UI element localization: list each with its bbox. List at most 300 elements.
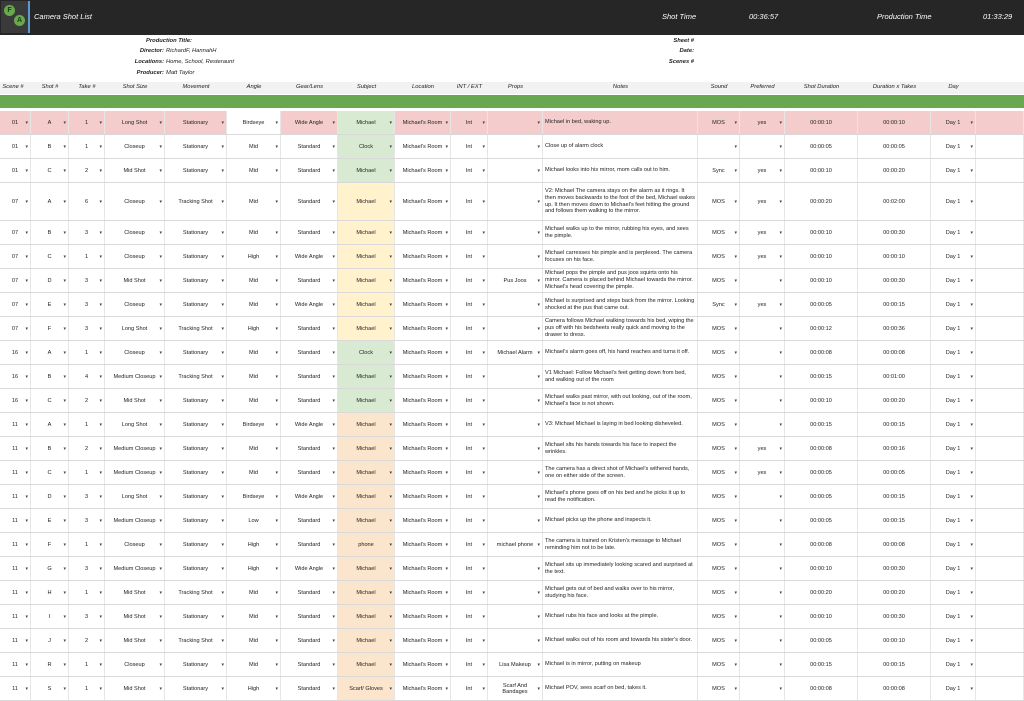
cell-day[interactable]: Day 1 ▾ <box>931 341 976 364</box>
cell-props[interactable] <box>488 111 543 134</box>
cell-gear[interactable]: Wide Angle ▾ <box>281 413 338 436</box>
cell-notes[interactable]: Michael carresses his pimple and is perplexed. The camera focuses on his face. <box>543 245 698 268</box>
cell-dxt[interactable]: 00:00:10 <box>858 629 931 652</box>
cell-sound[interactable]: MOS ▾ <box>698 653 740 676</box>
cell-movement[interactable]: Stationary ▾ <box>165 341 227 364</box>
cell-intext[interactable]: Int ▾ <box>451 317 488 340</box>
cell-size[interactable]: Long Shot ▾ <box>105 485 165 508</box>
cell-day[interactable]: Day 1 ▾ <box>931 317 976 340</box>
cell-shot-duration[interactable]: 00:00:08 <box>785 533 858 556</box>
cell-shot[interactable]: H ▾ <box>31 581 69 604</box>
cell-preferred[interactable] <box>740 533 785 556</box>
cell-gear[interactable]: Standard ▾ <box>281 135 338 158</box>
cell-sound[interactable]: MOS ▾ <box>698 111 740 134</box>
cell-subject[interactable]: Michael ▾ <box>338 269 395 292</box>
cell-subject[interactable]: Michael ▾ <box>338 653 395 676</box>
cell-size[interactable]: Closeup ▾ <box>105 653 165 676</box>
cell-sound[interactable]: MOS ▾ <box>698 677 740 700</box>
cell-intext[interactable]: Int ▾ <box>451 159 488 182</box>
cell-subject[interactable]: Clock ▾ <box>338 135 395 158</box>
cell-take[interactable]: 1 ▾ <box>69 413 105 436</box>
cell-intext[interactable]: Int ▾ <box>451 653 488 676</box>
cell-gear[interactable]: Standard ▾ <box>281 653 338 676</box>
cell-gear[interactable]: Standard ▾ <box>281 605 338 628</box>
cell-notes[interactable]: V1 Michael: Follow Michael's feet getting down from bed, and walking out of the room <box>543 365 698 388</box>
cell-notes[interactable]: The camera has a direct shot of Michael's withered hands, one on either side of the screen. <box>543 461 698 484</box>
cell-angle[interactable]: Mid ▾ <box>227 269 281 292</box>
cell-day[interactable]: Day 1 ▾ <box>931 111 976 134</box>
cell-subject[interactable]: Michael ▾ <box>338 509 395 532</box>
cell-shot-duration[interactable]: 00:00:08 <box>785 677 858 700</box>
col-notes[interactable]: Notes <box>612 84 629 90</box>
cell-shot[interactable]: C ▾ <box>31 245 69 268</box>
cell-day[interactable]: Day 1 ▾ <box>931 605 976 628</box>
cell-shot-duration[interactable]: 00:00:10 <box>785 269 858 292</box>
cell-notes[interactable]: Michael walks up to the mirror, rubbing his eyes, and sees the pimple. <box>543 221 698 244</box>
cell-shot[interactable]: B ▾ <box>31 365 69 388</box>
cell-angle[interactable]: High ▾ <box>227 557 281 580</box>
cell-shot[interactable]: D ▾ <box>31 269 69 292</box>
cell-day[interactable]: Day 1 ▾ <box>931 183 976 220</box>
cell-dxt[interactable]: 00:00:15 <box>858 653 931 676</box>
cell-props[interactable]: Scarf And Bandages ▾ <box>488 677 543 700</box>
cell-gear[interactable]: Standard ▾ <box>281 341 338 364</box>
cell-notes[interactable]: Michael's phone goes off on his bed and he picks it up to read the notification. <box>543 485 698 508</box>
cell-day[interactable]: Day 1 ▾ <box>931 509 976 532</box>
cell-angle[interactable]: Mid ▾ <box>227 221 281 244</box>
cell-scene[interactable]: 11 ▾ <box>0 677 31 700</box>
cell-props[interactable] <box>488 485 543 508</box>
cell-gear[interactable]: Standard ▾ <box>281 317 338 340</box>
cell-scene[interactable]: 01 ▾ <box>0 159 31 182</box>
cell-day[interactable]: Day 1 ▾ <box>931 135 976 158</box>
cell-shot[interactable]: A ▾ <box>31 341 69 364</box>
col-props[interactable]: Props <box>507 84 524 90</box>
cell-angle[interactable]: Mid ▾ <box>227 605 281 628</box>
cell-movement[interactable]: Stationary ▾ <box>165 509 227 532</box>
cell-shot-duration[interactable]: 00:00:05 <box>785 629 858 652</box>
cell-subject[interactable]: Michael ▾ <box>338 111 395 134</box>
cell-location[interactable]: Michael's Room ▾ <box>395 533 451 556</box>
cell-notes[interactable]: Michael in bed, waking up. <box>543 111 698 134</box>
cell-take[interactable]: 3 ▾ <box>69 557 105 580</box>
cell-shot[interactable]: C ▾ <box>31 389 69 412</box>
cell-shot[interactable]: C ▾ <box>31 461 69 484</box>
cell-shot-duration[interactable]: 00:00:05 <box>785 461 858 484</box>
cell-shot-duration[interactable]: 00:00:10 <box>785 111 858 134</box>
cell-sound[interactable] <box>698 135 740 158</box>
cell-notes[interactable]: Michael picks up the phone and inspects it. <box>543 509 698 532</box>
cell-subject[interactable]: Michael ▾ <box>338 221 395 244</box>
cell-angle[interactable]: Mid ▾ <box>227 159 281 182</box>
cell-angle[interactable]: Mid ▾ <box>227 341 281 364</box>
cell-subject[interactable]: Michael ▾ <box>338 245 395 268</box>
cell-angle[interactable]: High ▾ <box>227 533 281 556</box>
cell-dxt[interactable]: 00:00:08 <box>858 341 931 364</box>
cell-scene[interactable]: 11 ▾ <box>0 533 31 556</box>
cell-take[interactable]: 2 ▾ <box>69 629 105 652</box>
cell-dxt[interactable]: 00:00:10 <box>858 111 931 134</box>
cell-scene[interactable]: 16 ▾ <box>0 341 31 364</box>
cell-location[interactable]: Michael's Room ▾ <box>395 159 451 182</box>
cell-scene[interactable]: 16 ▾ <box>0 389 31 412</box>
cell-sound[interactable]: MOS ▾ <box>698 183 740 220</box>
cell-shot[interactable]: A ▾ <box>31 413 69 436</box>
cell-take[interactable]: 4 ▾ <box>69 365 105 388</box>
cell-preferred[interactable] <box>740 413 785 436</box>
cell-sound[interactable]: MOS ▾ <box>698 317 740 340</box>
cell-shot-duration[interactable]: 00:00:05 <box>785 135 858 158</box>
cell-preferred[interactable]: yes ▾ <box>740 111 785 134</box>
cell-gear[interactable]: Standard ▾ <box>281 365 338 388</box>
cell-angle[interactable]: Mid ▾ <box>227 293 281 316</box>
cell-movement[interactable]: Tracking Shot ▾ <box>165 365 227 388</box>
cell-day[interactable]: Day 1 ▾ <box>931 159 976 182</box>
cell-preferred[interactable] <box>740 653 785 676</box>
cell-intext[interactable]: Int ▾ <box>451 293 488 316</box>
cell-sound[interactable]: Sync ▾ <box>698 293 740 316</box>
cell-angle[interactable]: High ▾ <box>227 317 281 340</box>
cell-preferred[interactable] <box>740 317 785 340</box>
cell-take[interactable]: 3 ▾ <box>69 269 105 292</box>
cell-dxt[interactable]: 00:00:30 <box>858 269 931 292</box>
cell-preferred[interactable] <box>740 677 785 700</box>
cell-sound[interactable]: MOS ▾ <box>698 557 740 580</box>
cell-angle[interactable]: Birdseye ▾ <box>227 111 281 134</box>
cell-day[interactable]: Day 1 ▾ <box>931 653 976 676</box>
cell-dxt[interactable]: 00:00:15 <box>858 413 931 436</box>
cell-shot-duration[interactable]: 00:00:08 <box>785 341 858 364</box>
cell-movement[interactable]: Stationary ▾ <box>165 389 227 412</box>
cell-subject[interactable]: phone ▾ <box>338 533 395 556</box>
cell-subject[interactable]: Michael ▾ <box>338 293 395 316</box>
cell-subject[interactable]: Michael ▾ <box>338 485 395 508</box>
cell-shot-duration[interactable]: 00:00:10 <box>785 557 858 580</box>
cell-props[interactable] <box>488 509 543 532</box>
cell-location[interactable]: Michael's Room ▾ <box>395 135 451 158</box>
cell-props[interactable] <box>488 221 543 244</box>
cell-day[interactable]: Day 1 ▾ <box>931 365 976 388</box>
cell-size[interactable]: Closeup ▾ <box>105 341 165 364</box>
cell-shot[interactable]: A ▾ <box>31 111 69 134</box>
cell-gear[interactable]: Standard ▾ <box>281 159 338 182</box>
cell-sound[interactable]: MOS ▾ <box>698 533 740 556</box>
cell-shot-duration[interactable]: 00:00:05 <box>785 509 858 532</box>
cell-dxt[interactable]: 00:02:00 <box>858 183 931 220</box>
cell-location[interactable]: Michael's Room ▾ <box>395 653 451 676</box>
cell-scene[interactable]: 07 ▾ <box>0 221 31 244</box>
cell-intext[interactable]: Int ▾ <box>451 269 488 292</box>
cell-take[interactable]: 2 ▾ <box>69 437 105 460</box>
cell-intext[interactable]: Int ▾ <box>451 485 488 508</box>
cell-sound[interactable]: MOS ▾ <box>698 461 740 484</box>
cell-movement[interactable]: Stationary ▾ <box>165 485 227 508</box>
cell-shot[interactable]: B ▾ <box>31 437 69 460</box>
cell-subject[interactable]: Michael ▾ <box>338 629 395 652</box>
cell-shot[interactable]: E ▾ <box>31 293 69 316</box>
cell-notes[interactable]: Michael is surprised and steps back from the mirror. Looking shocked at the pus that came out. <box>543 293 698 316</box>
cell-angle[interactable]: Mid ▾ <box>227 629 281 652</box>
col-shot[interactable]: Shot # <box>41 84 59 90</box>
cell-take[interactable]: 3 ▾ <box>69 293 105 316</box>
cell-gear[interactable]: Standard ▾ <box>281 677 338 700</box>
cell-scene[interactable]: 11 ▾ <box>0 581 31 604</box>
cell-location[interactable]: Michael's Room ▾ <box>395 413 451 436</box>
cell-gear[interactable]: Standard ▾ <box>281 437 338 460</box>
cell-gear[interactable]: Standard ▾ <box>281 269 338 292</box>
cell-day[interactable]: Day 1 ▾ <box>931 413 976 436</box>
cell-props[interactable] <box>488 605 543 628</box>
cell-scene[interactable]: 11 ▾ <box>0 629 31 652</box>
cell-gear[interactable]: Standard ▾ <box>281 629 338 652</box>
cell-size[interactable]: Mid Shot ▾ <box>105 159 165 182</box>
cell-location[interactable]: Michael's Room ▾ <box>395 341 451 364</box>
cell-notes[interactable]: Michael gets out of bed and walks over to his mirror, studying his face. <box>543 581 698 604</box>
cell-notes[interactable]: Michael walks out of his room and towards his sister's door. <box>543 629 698 652</box>
cell-props[interactable] <box>488 183 543 220</box>
cell-intext[interactable]: Int ▾ <box>451 581 488 604</box>
cell-preferred[interactable] <box>740 365 785 388</box>
cell-size[interactable]: Medium Closeup ▾ <box>105 437 165 460</box>
cell-notes[interactable]: Michael sits up immediately looking scared and surprised at the text. <box>543 557 698 580</box>
cell-shot-duration[interactable]: 00:00:10 <box>785 389 858 412</box>
cell-notes[interactable]: Michael is in mirror, putting on makeup <box>543 653 698 676</box>
cell-size[interactable]: Long Shot ▾ <box>105 317 165 340</box>
cell-take[interactable]: 1 ▾ <box>69 135 105 158</box>
cell-intext[interactable]: Int ▾ <box>451 509 488 532</box>
col-shot-size[interactable]: Shot Size <box>122 84 148 90</box>
cell-notes[interactable]: V3: Michael Michael is laying in bed looking disheveled. <box>543 413 698 436</box>
cell-sound[interactable]: MOS ▾ <box>698 413 740 436</box>
cell-gear[interactable]: Wide Angle ▾ <box>281 557 338 580</box>
cell-shot-duration[interactable]: 00:00:20 <box>785 183 858 220</box>
cell-intext[interactable]: Int ▾ <box>451 629 488 652</box>
cell-notes[interactable]: Michael POV, sees scarf on bed, takes it. <box>543 677 698 700</box>
cell-subject[interactable]: Scarf/ Gloves ▾ <box>338 677 395 700</box>
cell-sound[interactable]: Sync ▾ <box>698 159 740 182</box>
cell-day[interactable]: Day 1 ▾ <box>931 293 976 316</box>
cell-notes[interactable]: Michael's alarm goes off, his hand reaches and turns it off. <box>543 341 698 364</box>
cell-take[interactable]: 1 ▾ <box>69 111 105 134</box>
cell-intext[interactable]: Int ▾ <box>451 341 488 364</box>
cell-size[interactable]: Medium Closeup ▾ <box>105 509 165 532</box>
cell-shot-duration[interactable]: 00:00:15 <box>785 365 858 388</box>
cell-movement[interactable]: Tracking Shot ▾ <box>165 183 227 220</box>
cell-dxt[interactable]: 00:00:08 <box>858 533 931 556</box>
cell-props[interactable] <box>488 413 543 436</box>
cell-location[interactable]: Michael's Room ▾ <box>395 581 451 604</box>
cell-intext[interactable]: Int ▾ <box>451 135 488 158</box>
cell-shot[interactable]: E ▾ <box>31 509 69 532</box>
cell-intext[interactable]: Int ▾ <box>451 557 488 580</box>
cell-take[interactable]: 6 ▾ <box>69 183 105 220</box>
cell-shot[interactable]: J ▾ <box>31 629 69 652</box>
cell-subject[interactable]: Clock ▾ <box>338 341 395 364</box>
cell-sound[interactable]: MOS ▾ <box>698 605 740 628</box>
cell-angle[interactable]: Mid ▾ <box>227 183 281 220</box>
cell-movement[interactable]: Stationary ▾ <box>165 269 227 292</box>
cell-take[interactable]: 3 ▾ <box>69 317 105 340</box>
cell-day[interactable]: Day 1 ▾ <box>931 269 976 292</box>
cell-shot-duration[interactable]: 00:00:05 <box>785 485 858 508</box>
cell-movement[interactable]: Stationary ▾ <box>165 461 227 484</box>
cell-movement[interactable]: Stationary ▾ <box>165 653 227 676</box>
cell-size[interactable]: Closeup ▾ <box>105 293 165 316</box>
cell-day[interactable]: Day 1 ▾ <box>931 677 976 700</box>
cell-movement[interactable]: Stationary ▾ <box>165 221 227 244</box>
cell-intext[interactable]: Int ▾ <box>451 605 488 628</box>
cell-preferred[interactable]: yes ▾ <box>740 437 785 460</box>
cell-take[interactable]: 3 ▾ <box>69 509 105 532</box>
cell-props[interactable] <box>488 245 543 268</box>
cell-location[interactable]: Michael's Room ▾ <box>395 509 451 532</box>
cell-shot-duration[interactable]: 00:00:10 <box>785 221 858 244</box>
cell-notes[interactable]: Camera follows Michael walking towards his bed, wiping the pus off with his bedsheets really quick and moving to the drawer to dress. <box>543 317 698 340</box>
cell-dxt[interactable]: 00:00:16 <box>858 437 931 460</box>
cell-scene[interactable]: 07 ▾ <box>0 293 31 316</box>
col-angle[interactable]: Angle <box>246 84 262 90</box>
cell-movement[interactable]: Tracking Shot ▾ <box>165 581 227 604</box>
cell-props[interactable]: michael phone ▾ <box>488 533 543 556</box>
cell-angle[interactable]: Mid ▾ <box>227 365 281 388</box>
cell-sound[interactable]: MOS ▾ <box>698 365 740 388</box>
cell-gear[interactable]: Standard ▾ <box>281 533 338 556</box>
cell-size[interactable]: Mid Shot ▾ <box>105 677 165 700</box>
cell-take[interactable]: 1 ▾ <box>69 461 105 484</box>
cell-size[interactable]: Long Shot ▾ <box>105 413 165 436</box>
cell-location[interactable]: Michael's Room ▾ <box>395 557 451 580</box>
cell-location[interactable]: Michael's Room ▾ <box>395 389 451 412</box>
cell-shot[interactable]: F ▾ <box>31 317 69 340</box>
cell-sound[interactable]: MOS ▾ <box>698 485 740 508</box>
cell-props[interactable] <box>488 461 543 484</box>
cell-notes[interactable]: Michael looks into his mirror, mom calls out to him. <box>543 159 698 182</box>
cell-intext[interactable]: Int ▾ <box>451 245 488 268</box>
cell-sound[interactable]: MOS ▾ <box>698 221 740 244</box>
cell-intext[interactable]: Int ▾ <box>451 413 488 436</box>
cell-intext[interactable]: Int ▾ <box>451 365 488 388</box>
col-scene[interactable]: Scene # <box>2 84 24 90</box>
cell-angle[interactable]: Mid ▾ <box>227 461 281 484</box>
cell-preferred[interactable] <box>740 581 785 604</box>
cell-props[interactable] <box>488 629 543 652</box>
cell-location[interactable]: Michael's Room ▾ <box>395 677 451 700</box>
cell-subject[interactable]: Michael ▾ <box>338 461 395 484</box>
cell-shot[interactable]: F ▾ <box>31 533 69 556</box>
cell-gear[interactable]: Standard ▾ <box>281 581 338 604</box>
cell-day[interactable]: Day 1 ▾ <box>931 485 976 508</box>
col-preferred[interactable]: Preferred <box>750 84 775 90</box>
cell-movement[interactable]: Stationary ▾ <box>165 437 227 460</box>
cell-size[interactable]: Closeup ▾ <box>105 183 165 220</box>
cell-movement[interactable]: Stationary ▾ <box>165 533 227 556</box>
cell-take[interactable]: 3 ▾ <box>69 221 105 244</box>
cell-angle[interactable]: Birdseye ▾ <box>227 485 281 508</box>
cell-shot-duration[interactable]: 00:00:20 <box>785 581 858 604</box>
cell-size[interactable]: Long Shot ▾ <box>105 111 165 134</box>
cell-day[interactable]: Day 1 ▾ <box>931 389 976 412</box>
cell-movement[interactable]: Stationary ▾ <box>165 135 227 158</box>
director-value[interactable]: RichardF, HannahH <box>166 48 217 54</box>
cell-location[interactable]: Michael's Room ▾ <box>395 221 451 244</box>
cell-props[interactable] <box>488 437 543 460</box>
cell-day[interactable]: Day 1 ▾ <box>931 533 976 556</box>
cell-preferred[interactable]: yes ▾ <box>740 221 785 244</box>
cell-notes[interactable]: Close up of alarm clock <box>543 135 698 158</box>
cell-angle[interactable]: Mid ▾ <box>227 389 281 412</box>
cell-subject[interactable]: Michael ▾ <box>338 389 395 412</box>
cell-location[interactable]: Michael's Room ▾ <box>395 245 451 268</box>
cell-scene[interactable]: 11 ▾ <box>0 461 31 484</box>
cell-subject[interactable]: Michael ▾ <box>338 557 395 580</box>
cell-preferred[interactable] <box>740 605 785 628</box>
cell-take[interactable]: 2 ▾ <box>69 389 105 412</box>
cell-gear[interactable]: Wide Angle ▾ <box>281 245 338 268</box>
cell-take[interactable]: 1 ▾ <box>69 341 105 364</box>
cell-dxt[interactable]: 00:00:20 <box>858 581 931 604</box>
cell-subject[interactable]: Michael ▾ <box>338 581 395 604</box>
cell-dxt[interactable]: 00:00:30 <box>858 557 931 580</box>
cell-dxt[interactable]: 00:00:20 <box>858 389 931 412</box>
col-sound[interactable]: Sound <box>710 84 728 90</box>
cell-sound[interactable]: MOS ▾ <box>698 245 740 268</box>
cell-location[interactable]: Michael's Room ▾ <box>395 269 451 292</box>
cell-subject[interactable]: Michael ▾ <box>338 159 395 182</box>
cell-dxt[interactable]: 00:00:10 <box>858 245 931 268</box>
cell-location[interactable]: Michael's Room ▾ <box>395 629 451 652</box>
cell-scene[interactable]: 11 ▾ <box>0 413 31 436</box>
cell-props[interactable]: Lisa Makeup ▾ <box>488 653 543 676</box>
cell-dxt[interactable]: 00:00:20 <box>858 159 931 182</box>
cell-props[interactable] <box>488 293 543 316</box>
cell-size[interactable]: Closeup ▾ <box>105 245 165 268</box>
cell-props[interactable] <box>488 159 543 182</box>
cell-scene[interactable]: 07 ▾ <box>0 183 31 220</box>
cell-movement[interactable]: Stationary ▾ <box>165 413 227 436</box>
cell-size[interactable]: Mid Shot ▾ <box>105 269 165 292</box>
cell-size[interactable]: Closeup ▾ <box>105 221 165 244</box>
cell-notes[interactable]: Michael slts his hands towards his face to inspect the wrinkles. <box>543 437 698 460</box>
cell-notes[interactable]: The camera is trained on Kristen's message to Michael reminding him not to be late. <box>543 533 698 556</box>
cell-angle[interactable]: Mid ▾ <box>227 135 281 158</box>
cell-shot[interactable]: S ▾ <box>31 677 69 700</box>
cell-angle[interactable]: Birdseye ▾ <box>227 413 281 436</box>
cell-location[interactable]: Michael's Room ▾ <box>395 293 451 316</box>
cell-scene[interactable]: 01 ▾ <box>0 135 31 158</box>
cell-dxt[interactable]: 00:00:15 <box>858 509 931 532</box>
cell-gear[interactable]: Standard ▾ <box>281 183 338 220</box>
cell-preferred[interactable]: yes ▾ <box>740 159 785 182</box>
cell-movement[interactable]: Tracking Shot ▾ <box>165 317 227 340</box>
cell-angle[interactable]: High ▾ <box>227 677 281 700</box>
cell-dxt[interactable]: 00:00:15 <box>858 485 931 508</box>
cell-shot[interactable]: G ▾ <box>31 557 69 580</box>
cell-preferred[interactable] <box>740 269 785 292</box>
cell-sound[interactable]: MOS ▾ <box>698 629 740 652</box>
cell-angle[interactable]: Mid ▾ <box>227 653 281 676</box>
cell-subject[interactable]: Michael ▾ <box>338 605 395 628</box>
col-gear-lens[interactable]: Gear/Lens <box>295 84 324 90</box>
cell-movement[interactable]: Stationary ▾ <box>165 605 227 628</box>
cell-location[interactable]: Michael's Room ▾ <box>395 317 451 340</box>
cell-movement[interactable]: Tracking Shot ▾ <box>165 629 227 652</box>
cell-shot[interactable]: A ▾ <box>31 183 69 220</box>
cell-movement[interactable]: Stationary ▾ <box>165 293 227 316</box>
cell-movement[interactable]: Stationary ▾ <box>165 677 227 700</box>
cell-location[interactable]: Michael's Room ▾ <box>395 111 451 134</box>
col-subject[interactable]: Subject <box>356 84 377 90</box>
cell-angle[interactable]: High ▾ <box>227 245 281 268</box>
